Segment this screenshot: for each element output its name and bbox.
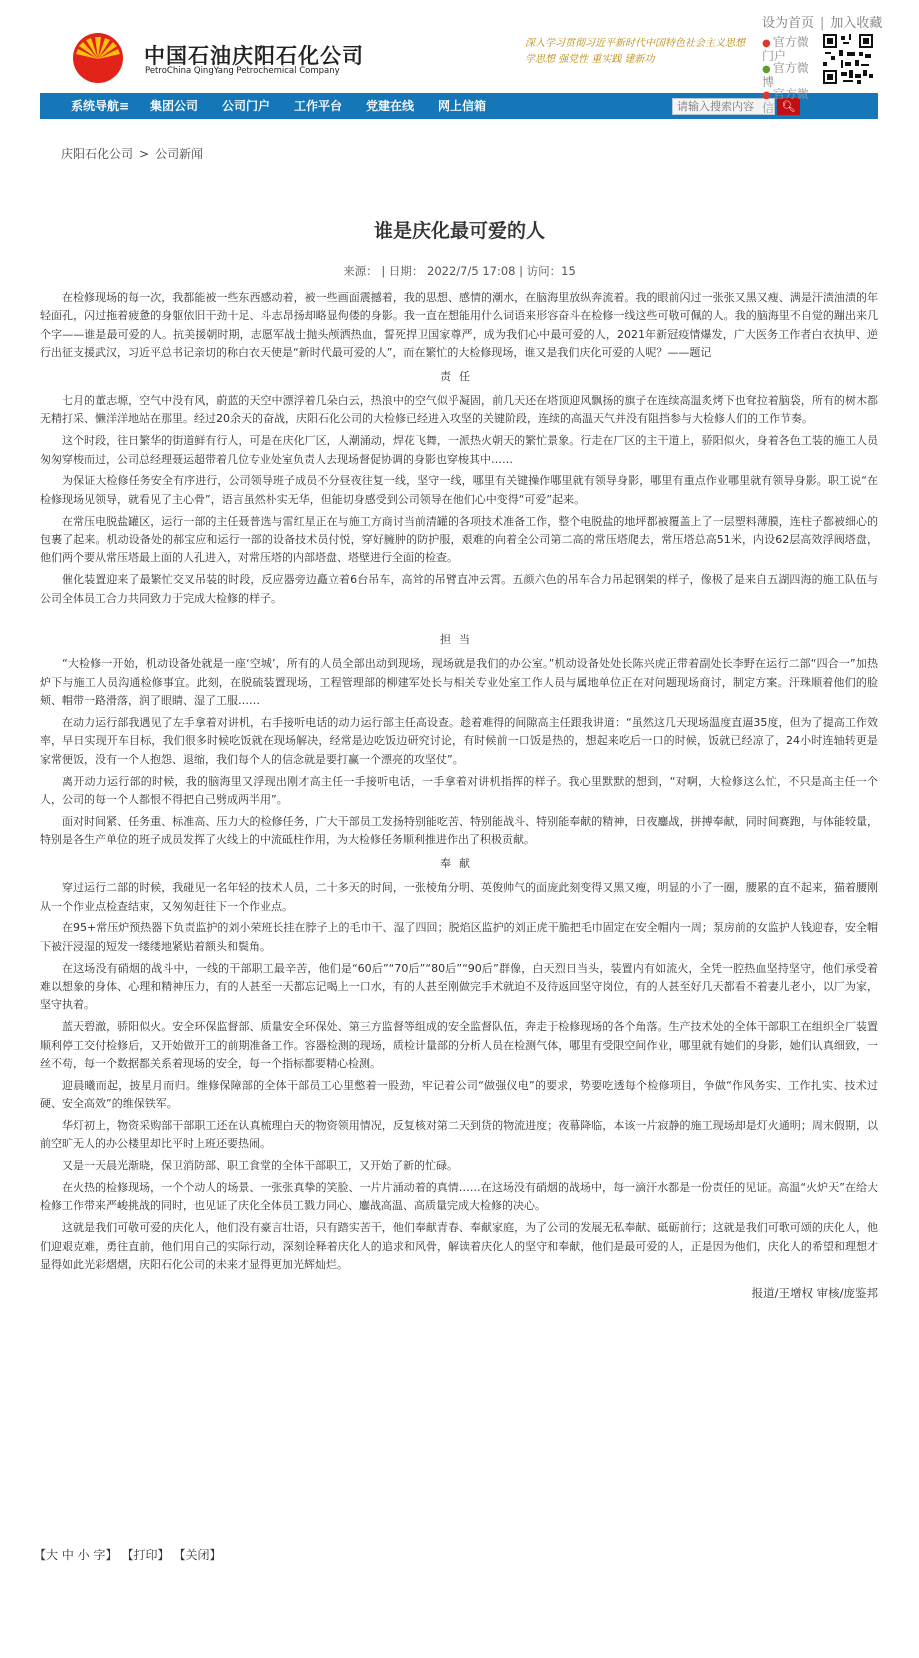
wechat-icon: ●: [762, 90, 771, 101]
article-intro: 在检修现场的每一次，我都能被一些东西感动着，被一些画面震撼着，我的思想、感情的潮水，在脑海里放纵奔流着。我的眼前闪过一张张又黑又瘦、满是汗渍油渍的年轻面孔，闪过拖着疲惫的身躯依旧干劲十足、斗志昂扬却略显佝偻的身影。我一直在想能用什么词语来形容奋斗在检修一线这些可敬可佩的人。我的脑海里不自觉的蹦出来几个字——谁是最可爱的人。抗美援朝时期，志愿军战士抛头颅洒热血，誓死捍卫国家尊严，成为我们心中最可爱的人，2021年新冠疫情爆发，广大医务工作者白衣执甲、逆行出征支援武汉，习近平总书记亲切的称白衣天使是“新时代最可爱的人”，而在繁忙的大检修现场，谁又是我们庆化可爱的人呢？——题记: [40, 291, 878, 360]
article-paragraph: “大检修一开始，机动设备处就是一座‘空城’，所有的人员全部出动到现场，现场就是我们的办公室。”机动设备处处长陈兴虎正带着副处长李野在运行二部“四合一”加热炉下与施工人员沟通检修事宜。此刻，在脱硫装置现场，工程管理部的柳建军处长与相关专业处室工作人员与属地单位正在对问题现场商讨，制定方案。汗珠顺着他们的脸颊、帽带一路滑落，润了眼睛、湿了工服……: [40, 657, 878, 708]
company-name-en: PetroChina QingYang Petrochemical Company: [145, 66, 340, 76]
official-wechat-link[interactable]: [762, 88, 820, 115]
article-paragraph: 迎晨曦而起，披星月而归。维修保障部的全体干部员工心里憋着一股劲，牢记着公司“做强仪电”的要求，势要吃透每个检修项目，争做“作风务实、工作扎实、技术过硬、安全高效”的维保铁军。: [40, 1078, 878, 1111]
article-paragraph: 离开动力运行部的时候，我的脑海里又浮现出刚才高主任一手接听电话，一手拿着对讲机指挥的样子。我心里默默的想到，“对啊，大检修这么忙，不只是高主任一个人，公司的每一个人都恨不得把自己劈成两半用”。: [40, 774, 878, 807]
article-paragraph: 在火热的检修现场，一个个动人的场景、一张张真挚的笑脸、一片片涌动着的真情……在这场没有硝烟的战场中，每一滴汗水都是一份责任的见证。高温“火炉天”在给大检修工作带来严峻挑战的同时，也见证了庆化全体员工戮力同心、鏖战高温、高质量完成大检修的决心。: [40, 1180, 878, 1213]
nav-online-mailbox[interactable]: 网上信箱: [438, 99, 487, 113]
article-paragraph: 在动力运行部我遇见了左手拿着对讲机，右手接听电话的动力运行部主任高设查。趁着难得的间隙高主任跟我讲道：“虽然这几天现场温度直逼35度，但为了提高工作效率，早日实现开车目标，我们很多时候吃饭就在现场解决，经常是边吃饭边研究讨论，有时候前一口饭是热的，想起来吃后一口的时候，饭就已经凉了，24小时连轴转更是家常便饭，没有一个人抱怨、退缩，我们每个人的信念就是要打赢一个漂亮的攻坚仗”。: [40, 716, 878, 766]
official-portal-label: 官方微门户: [762, 35, 809, 63]
article-paragraph: 华灯初上，物资采购部干部职工还在认真梳理白天的物资领用情况，反复核对第二天到货的物流进度；夜幕降临，本该一片寂静的施工现场却是灯火通明；周末假期，以前空旷无人的办公楼里却比平时上班还要热闹。: [40, 1118, 878, 1151]
article-paragraph: 七月的董志塬，空气中没有风，蔚蓝的天空中漂浮着几朵白云，热浪中的空气似乎凝固，前几天还在塔顶迎风飘扬的旗子在连续高温炙烤下也耷拉着脑袋，所有的树木都无精打采、懒洋洋地站在那里。经过20余天的奋战，庆阳石化公司的大检修已经进入攻坚的关键阶段，连续的高温天气并没有阻挡参与大检修人们的工作节奏。: [40, 394, 878, 426]
nav-system-menu[interactable]: 系统导航≡: [71, 99, 130, 113]
article-paragraph: 在这场没有硝烟的战斗中，一线的干部职工最辛苦，他们是“60后”“70后”“80后”“90后”群像，白天烈日当头，装置内有如流火，全凭一腔热血坚持坚守，他们承受着难以想象的身体、心理和精神压力，有的人甚至一天都忘记喝上一口水，有的人甚至刚做完手术就迫不及待返回坚守岗位，有的人甚至好几天都看不着妻儿老小，以厂为家，坚守执着。: [40, 961, 878, 1012]
article-paragraph: 穿过运行二部的时候，我碰见一名年轻的技术人员，二十多天的时间，一张棱角分明、英俊帅气的面庞此刻变得又黑又瘦，明显的小了一圈，腰累的直不起来，猫着腰刚从一个作业点检查结束，又匆匆赶往下一个作业点。: [40, 881, 878, 913]
article-paragraph: 催化装置迎来了最繁忙交叉吊装的时段，反应器旁边矗立着6台吊车，高耸的吊臂直冲云霄。五颜六色的吊车合力吊起钢架的样子，像极了是来自五湖四海的施工队伍与公司全体员工合力共同致力于完成大检修的样子。: [40, 573, 878, 605]
breadcrumb: [61, 145, 203, 162]
section-heading: 责任: [440, 369, 478, 383]
print-button[interactable]: 【打印】: [127, 1548, 170, 1562]
breadcrumb-separator: >: [139, 147, 150, 161]
article-paragraph: 这就是我们可敬可爱的庆化人，他们没有豪言壮语，只有踏实苦干，他们奉献青春、奉献家庭，为了公司的发展无私奉献、砥砺前行；这就是我们可歌可颂的庆化人，他们迎艰克难，勇往直前，他们用自己的实际行动，深刻诠释着庆化人的追求和风骨，解读着庆化人的坚守和奉献，他们是最可爱的人，正是因为他们，庆化人的希望和理想才显得如此光彩熠熠，庆阳石化公司的未来才显得更加光辉灿烂。: [40, 1221, 878, 1271]
article-paragraph: 为保证大检修任务安全有序进行，公司领导班子成员不分昼夜往复一线，坚守一线，哪里有关键操作哪里就有领导身影，哪里有重点作业哪里就有领导身影。职工说“在检修现场见领导，就看见了主心骨”，语言虽然朴实无华，但能切身感受到公司领导在他们心中变得“可爱”起来。: [40, 474, 878, 506]
nav-company-portal[interactable]: 公司门户: [222, 99, 271, 113]
article-title: 谁是庆化最可爱的人: [373, 220, 545, 242]
search-input[interactable]: [672, 98, 775, 115]
breadcrumb-home[interactable]: 庆阳石化公司: [61, 147, 134, 161]
official-weibo-link[interactable]: [762, 62, 820, 89]
top-links: [762, 12, 882, 31]
article-paragraph: 蓝天碧澈，骄阳似火。安全环保监督部、质量安全环保处、第三方监督等组成的安全监督队伍，奔走于检修现场的各个角落。生产技术处的全体干部职工在组织全厂装置顺利停工交付检修后，又开始做开工的前期准备工作。容器检测的现场，质检计量部的分析人员在检测气体，哪里有受限空间作业，哪里就有她们的身影，她们认真细致，一丝不苟，每一个数据都关系着现场的安全，每一个指标都要精心检测。: [40, 1020, 878, 1070]
article-tools: [34, 1546, 231, 1563]
qr-code-icon: [823, 34, 873, 84]
slogan-line-1: 深入学习贯彻习近平新时代中国特色社会主义思想: [525, 38, 745, 49]
article-paragraph: 在95+常压炉预热器下负责监护的刘小荣班长挂在脖子上的毛巾干、湿了四回；脱焰区监护的刘正虎干脆把毛巾固定在安全帽内一周；泵房前的女监护人钱迎春，安全帽下被汗浸湿的短发一缕缕地紧贴着额头和鬓角。: [40, 921, 878, 953]
weibo-icon: ●: [762, 64, 771, 75]
nav-party-online[interactable]: 党建在线: [366, 99, 415, 113]
official-wechat-label: 官方微信: [762, 87, 809, 115]
article-meta: 来源： | 日期： 2022/7/5 17:08 | 访问：15: [343, 264, 576, 278]
article-paragraph: 面对时间紧、任务重、标准高、压力大的检修任务，广大干部员工发扬特别能吃苦、特别能战斗、特别能奉献的精神，日夜鏖战，拼搏奉献，同时间赛跑，与体能较量，特别是各生产单位的班子成员发挥了火线上的中流砥柱作用，为大检修任务顺利推进作出了积极贡献。: [40, 814, 878, 847]
article-signature: 报道/王增权 审核/庞鉴邦: [751, 1286, 878, 1301]
main-nav: [40, 93, 878, 119]
slogan-line-2: 学思想 强党性 重实践 建新功: [525, 54, 655, 65]
article-body: [40, 289, 878, 1306]
article-paragraph: 又是一天晨光渐晓，保卫消防部、职工食堂的全体干部职工，又开始了新的忙碌。: [62, 1159, 458, 1173]
company-name-cn: 中国石油庆阳石化公司: [144, 44, 364, 68]
petrochina-logo[interactable]: [72, 32, 124, 84]
section-heading: 担当: [440, 633, 478, 647]
nav-work-platform[interactable]: 工作平台: [294, 99, 343, 113]
weibo-icon: ●: [762, 38, 771, 49]
magnifier-icon: 🔍︎: [781, 100, 796, 113]
nav-group-company[interactable]: 集团公司: [150, 99, 199, 113]
official-portal-link[interactable]: [762, 36, 820, 63]
divider: |: [820, 16, 825, 31]
add-favorite-link[interactable]: 加入收藏: [830, 16, 883, 31]
font-size-toggle[interactable]: 【大 中 小 字】: [34, 1548, 118, 1562]
set-homepage-link[interactable]: 设为首页: [762, 16, 815, 31]
breadcrumb-current[interactable]: 公司新闻: [155, 147, 204, 161]
slogan: [525, 36, 745, 68]
article-paragraph: 在常压电脱盐罐区，运行一部的主任聂普选与雷红星正在与施工方商讨当前清罐的各项技术准备工作，整个电脱盐的地坪都被覆盖上了一层塑料薄膜，连柱子都被细心的包裹了起来。机动设备处的郝宝应和运行一部的设备技术员付悦，穿好臃肿的防护服，艰难的向着全公司第二高的常压塔爬去，常压塔总高51米，内设62层高效浮阀塔盘，他们两个要从常压塔最上面的人孔进入，对常压塔的内部塔盘、塔壁进行全面的检查。: [40, 514, 878, 565]
article-paragraph: 这个时段，往日繁华的街道鲜有行人，可是在庆化厂区，人潮涌动，焊花飞舞，一派热火朝天的繁忙景象。行走在厂区的主干道上，骄阳似火，身着各色工装的施工人员匆匆穿梭而过，公司总经理聂运超带着几位专业处室负责人去现场督促协调的身影也穿梭其中……: [40, 434, 878, 466]
official-weibo-label: 官方微博: [762, 61, 809, 89]
section-heading: 奉献: [440, 856, 478, 870]
close-button[interactable]: 【关闭】: [179, 1548, 222, 1562]
